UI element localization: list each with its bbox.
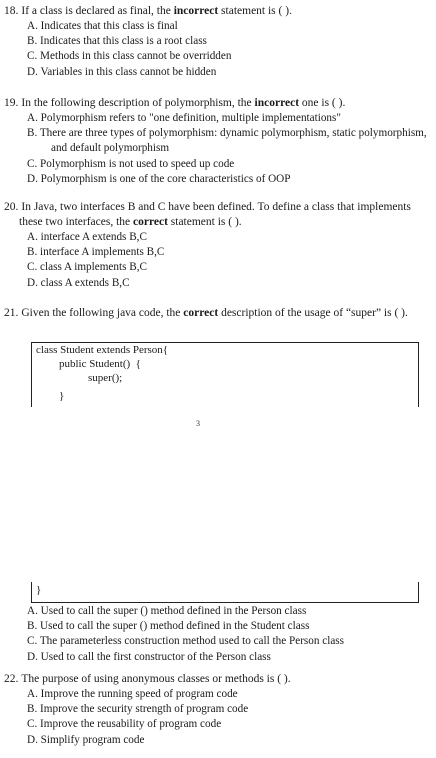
question-number: 21. [4, 307, 19, 319]
question-number: 22. [4, 673, 19, 685]
option-c: C. Polymorphism is not used to speed up code [27, 157, 235, 170]
code-block-continued [31, 582, 419, 603]
option-a: A. Improve the running speed of program code [27, 688, 238, 700]
question-stem: 21. Given the following java code, the correct description of the usage of “super” is ( ). [4, 307, 408, 319]
emphasis-text: correct [183, 307, 219, 319]
option-b: B. Indicates that this class is a root class [27, 35, 207, 48]
option-c: C. The parameterless construction method used to call the Person class [27, 635, 345, 648]
emphasis-text: correct [133, 216, 168, 228]
question-21 [4, 306, 430, 321]
question-number: 20. [4, 201, 19, 213]
option-b: B. Used to call the super () method defined in the Student class [27, 620, 310, 633]
question-number: 19. [4, 97, 19, 109]
option-d: D. Used to call the first constructor of the Person class [27, 650, 271, 663]
emphasis-text: incorrect [254, 97, 300, 109]
option-b: B. interface A implements B,C [27, 246, 165, 259]
code-line: super(); [88, 372, 123, 384]
code-block [31, 342, 419, 407]
question-19 [4, 96, 430, 187]
question-18 [4, 4, 430, 80]
option-a: A. Used to call the super () method defined in the Person class [27, 605, 307, 617]
question-number: 18. [4, 5, 19, 17]
question-22 [4, 672, 430, 748]
question-stem: 22. The purpose of using anonymous classes or methods is ( ). [4, 673, 291, 685]
option-c: C. Improve the reusability of program code [27, 718, 222, 731]
option-d: D. Simplify program code [27, 733, 145, 746]
question-stem: 18. If a class is declared as final, the incorrect statement is ( ). [4, 5, 292, 17]
option-d: D. Variables in this class cannot be hidden [27, 65, 217, 78]
option-a: A. Polymorphism refers to "one definition, multiple implementations" [27, 112, 341, 124]
option-d: D. class A extends B,C [27, 276, 130, 289]
code-line: public Student() { [59, 358, 141, 370]
code-line: } [59, 390, 65, 402]
option-b: B. There are three types of polymorphism: dynamic polymorphism, static polymorphism, and default polymorphism [27, 127, 427, 155]
emphasis-text: incorrect [173, 5, 219, 17]
code-line: } [36, 584, 42, 596]
question-stem: 19. In the following description of polymorphism, the incorrect one is ( ). [4, 97, 346, 109]
code-line: class Student extends Person{ [36, 344, 169, 356]
question-stem: 20. In Java, two interfaces B and C have been defined. To define a class that implements these two interfaces, the correct statement is ( ). [4, 201, 411, 228]
option-c: C. class A implements B,C [27, 261, 147, 274]
question-21-options [4, 604, 430, 665]
option-b: B. Improve the security strength of program code [27, 703, 249, 716]
option-a: A. Indicates that this class is final [27, 20, 178, 32]
page-number: 3 [196, 419, 200, 428]
option-c: C. Methods in this class cannot be overridden [27, 50, 232, 63]
option-a: A. interface A extends B,C [27, 231, 147, 243]
question-20 [4, 200, 430, 291]
option-d: D. Polymorphism is one of the core characteristics of OOP [27, 172, 291, 185]
